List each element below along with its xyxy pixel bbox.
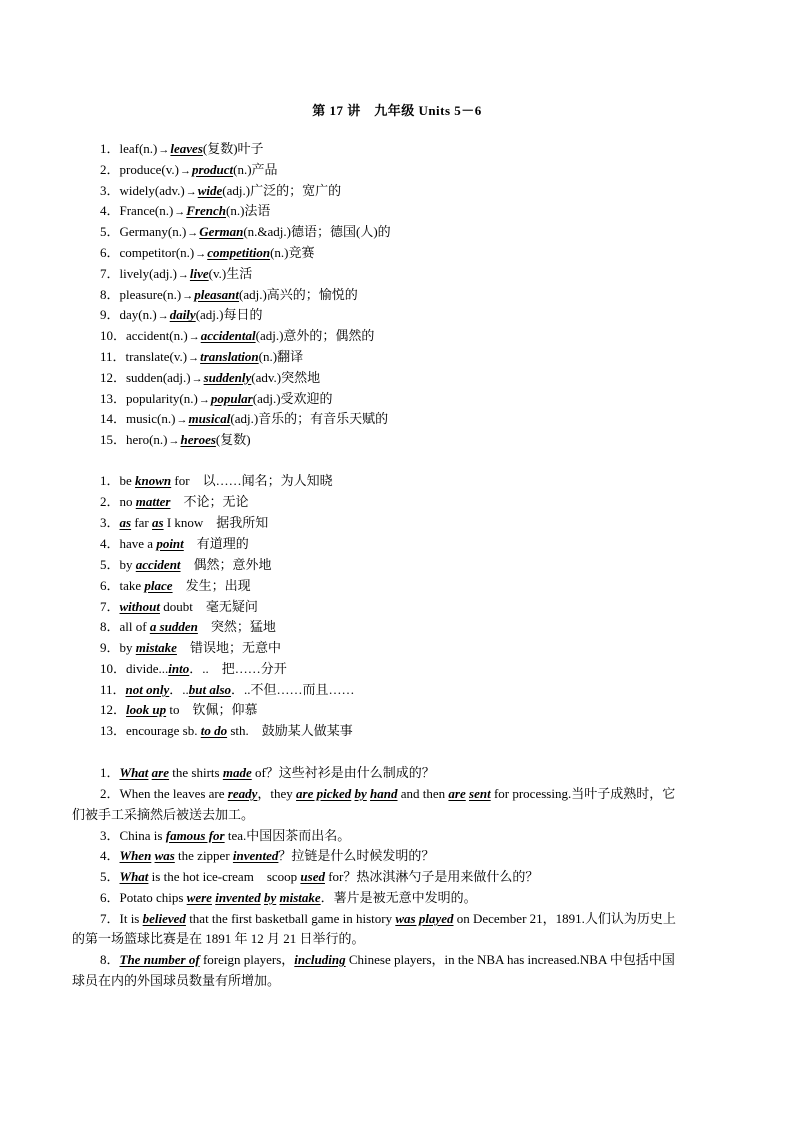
phrase-text: ．..不但……而且……: [231, 682, 355, 697]
definition-text: (复数)叶子: [202, 141, 264, 156]
definition-text: (adj.)音乐的；有音乐天赋的: [230, 411, 389, 427]
answer-blank: but also: [188, 682, 232, 697]
answer-blank: are picked: [296, 786, 352, 801]
definition-text: (v.)生活: [208, 265, 253, 281]
sentence-text: tea.中国因茶而出名。: [224, 828, 351, 843]
word-form-item: [100, 409, 388, 430]
definition-text: (复数): [215, 432, 251, 448]
definition-text: (adv.)突然地: [251, 369, 321, 385]
answer-blank: to do: [200, 723, 228, 738]
sentence-continuation: 们被手工采摘然后被送去加工。: [72, 807, 255, 822]
sentence-text: 2．When the leaves are: [100, 786, 228, 801]
answer-blank: wide: [197, 182, 223, 198]
sentence-item: [100, 846, 434, 866]
arrow-icon: →: [191, 372, 203, 385]
sentence-item: [100, 826, 350, 846]
phrase-text: doubt 毫无疑问: [159, 599, 258, 614]
phrase-item: [100, 534, 249, 554]
phrase-text: 突然；猛地: [197, 619, 276, 634]
answer-blank: French: [186, 203, 227, 219]
sentence-item: [100, 763, 435, 783]
answer-blank: invented: [232, 848, 279, 863]
answer-blank: not only: [125, 682, 170, 697]
phrase-item: [100, 555, 272, 575]
definition-text: (n.)法语: [226, 203, 271, 219]
answer-blank: invented: [215, 890, 261, 905]
phrase-text: 4．have a: [100, 536, 157, 551]
answer-blank: known: [135, 473, 172, 488]
answer-blank: competition: [207, 245, 271, 260]
word-form-item: [100, 201, 270, 222]
sentence-text: and then: [397, 786, 449, 801]
word-form-item: [100, 181, 341, 202]
answer-blank: musical: [188, 411, 231, 427]
answer-blank: by: [354, 786, 367, 801]
definition-text: (adj.)每日的: [195, 307, 263, 323]
answer-blank: into: [168, 661, 190, 676]
definition-text: (adj.)高兴的；愉悦的: [239, 286, 358, 302]
phrase-item: [100, 471, 333, 491]
arrow-icon: →: [157, 310, 169, 323]
answer-blank: What: [119, 869, 149, 884]
word-form-item: [100, 160, 278, 181]
phrase-text: 不论；无论: [170, 494, 249, 509]
sentence-text: ．薯片是被无意中发明的。: [320, 890, 477, 905]
sentence-continuation: 球员在内的外国球员数量有所增加。: [72, 973, 281, 988]
sentence-text: the shirts: [169, 765, 223, 780]
answer-blank: are: [448, 786, 466, 801]
base-word: 6．competitor(n.): [100, 245, 195, 260]
phrase-text: 13．encourage sb.: [100, 723, 201, 738]
answer-blank: including: [294, 952, 346, 967]
base-word: 7．lively(adj.): [100, 265, 177, 281]
arrow-icon: →: [177, 268, 189, 281]
sentence-text: 1．: [100, 765, 120, 780]
phrase-text: 11．: [100, 682, 126, 697]
sentence-text: 7．It is: [100, 911, 143, 926]
sentence-text: 6．Potato chips: [100, 890, 187, 905]
phrase-item: [100, 659, 287, 679]
answer-blank: popular: [210, 390, 253, 406]
answer-blank: as: [119, 515, 132, 530]
word-form-item: [100, 264, 252, 285]
sentence-text: ，they: [257, 786, 297, 801]
phrase-item: [100, 492, 248, 512]
phrase-item: [100, 700, 257, 720]
answer-blank: point: [156, 536, 184, 551]
phrase-text: 12．: [100, 702, 127, 717]
phrase-item: [100, 513, 268, 533]
answer-blank: was played: [395, 911, 454, 926]
phrase-item: [100, 617, 276, 637]
phrase-text: sth. 鼓励某人做某事: [227, 723, 353, 738]
answer-blank: translation: [200, 349, 259, 364]
answer-blank: leaves: [170, 141, 203, 156]
answer-blank: believed: [142, 911, 186, 926]
answer-blank: pleasant: [194, 286, 240, 302]
base-word: 13．popularity(n.): [100, 390, 198, 406]
phrase-text: 3．: [100, 515, 120, 530]
sentence-text: foreign players，: [199, 952, 295, 967]
phrase-text: to 钦佩；仰慕: [166, 702, 258, 717]
base-word: 4．France(n.): [100, 203, 174, 219]
phrase-text: 6．take: [100, 578, 145, 593]
phrase-text: for 以……闻名；为人知晓: [171, 473, 333, 488]
answer-blank: accident: [135, 557, 181, 572]
word-form-item: [100, 430, 251, 451]
arrow-icon: →: [185, 185, 197, 198]
phrase-item: [100, 680, 355, 700]
definition-text: (n.)产品: [233, 161, 278, 177]
phrase-text: 5．by: [100, 557, 136, 572]
phrase-item: [100, 721, 353, 741]
arrow-icon: →: [198, 393, 210, 406]
sentence-item: [100, 950, 675, 970]
answer-blank: mistake: [135, 640, 177, 655]
sentence-text: Chinese players，in the NBA has increased.NBA 中包括中国: [345, 952, 675, 967]
base-word: 9．day(n.): [100, 307, 157, 323]
definition-text: (n.)翻译: [258, 349, 304, 364]
answer-blank: was: [154, 848, 175, 863]
base-word: 10．accident(n.): [100, 328, 188, 344]
answer-blank: daily: [169, 307, 196, 323]
phrase-text: far: [131, 515, 153, 530]
definition-text: (adj.)意外的；偶然的: [255, 328, 375, 344]
phrase-text: 有道理的: [183, 536, 249, 551]
sentence-text: 5．: [100, 869, 120, 884]
page-title: 第 17 讲 九年级 Units 5－6: [312, 103, 482, 118]
word-form-item: [100, 285, 358, 306]
word-form-item: [100, 243, 315, 264]
answer-blank: by: [263, 890, 277, 905]
phrase-text: 1．be: [100, 473, 136, 488]
word-form-item: [100, 368, 320, 389]
word-form-item: [100, 305, 262, 326]
base-word: 11．translate(v.): [100, 349, 188, 364]
sentence-item: [100, 888, 477, 908]
base-word: 8．pleasure(n.): [100, 286, 182, 302]
phrase-text: 7．: [100, 599, 120, 614]
answer-blank: accidental: [200, 328, 256, 344]
sentence-item: [100, 909, 676, 929]
answer-blank: The number of: [119, 952, 200, 967]
sentence-text: for processing.当叶子成熟时，它: [490, 786, 676, 801]
answer-blank: famous for: [165, 828, 225, 843]
word-form-item: [100, 222, 391, 243]
phrase-text: I know 据我所知: [163, 515, 269, 530]
base-word: 12．sudden(adj.): [100, 369, 191, 385]
phrase-text: 10．divide...: [100, 661, 169, 676]
answer-blank: What: [119, 765, 149, 780]
arrow-icon: →: [174, 206, 186, 219]
definition-text: (adj.)广泛的；宽广的: [222, 182, 342, 198]
arrow-icon: →: [182, 289, 194, 302]
arrow-icon: →: [158, 144, 170, 156]
phrase-text: 9．by: [100, 640, 136, 655]
sentence-item: [100, 784, 675, 804]
answer-blank: hand: [370, 786, 398, 801]
base-word: 2．produce(v.): [100, 161, 179, 177]
word-form-item: [100, 139, 264, 160]
sentence-text: ？拉链是什么时候发明的？: [278, 848, 435, 863]
phrase-text: 错误地；无意中: [176, 640, 281, 655]
sentence-text: on December 21，1891.人们认为历史上: [453, 911, 676, 926]
arrow-icon: →: [176, 414, 188, 427]
sentence-text: of？这些衬衫是由什么制成的？: [251, 765, 435, 780]
phrase-item: [100, 597, 258, 617]
phrase-text: 发生；出现: [172, 578, 251, 593]
answer-blank: without: [119, 599, 160, 614]
answer-blank: heroes: [180, 432, 216, 448]
base-word: 3．widely(adv.): [100, 182, 185, 198]
phrase-item: [100, 638, 281, 658]
answer-blank: look up: [126, 702, 167, 717]
phrase-text: ．..: [169, 682, 189, 697]
word-form-item: [100, 326, 374, 347]
answer-blank: German: [199, 224, 244, 240]
answer-blank: ready: [227, 786, 258, 801]
arrow-icon: →: [187, 227, 199, 240]
answer-blank: are: [151, 765, 170, 780]
sentence-text: 4．: [100, 848, 120, 863]
arrow-icon: →: [168, 435, 180, 448]
sentence-text: 3．China is: [100, 828, 166, 843]
sentence-text: the zipper: [174, 848, 233, 863]
answer-blank: mistake: [279, 890, 321, 905]
answer-blank: When: [119, 848, 152, 863]
answer-blank: sent: [469, 786, 491, 801]
definition-text: (adj.)受欢迎的: [252, 390, 333, 406]
definition-text: (n.)竞赛: [270, 245, 315, 260]
phrase-text: 偶然；意外地: [180, 557, 272, 572]
arrow-icon: →: [195, 248, 207, 260]
sentence-text: is the hot ice-cream scoop: [148, 869, 301, 884]
answer-blank: made: [222, 765, 252, 780]
base-word: 1．leaf(n.): [100, 141, 158, 156]
answer-blank: used: [300, 869, 325, 884]
arrow-icon: →: [179, 164, 191, 177]
sentence-item: [100, 867, 538, 887]
phrase-text: 8．all of: [100, 619, 150, 634]
arrow-icon: →: [188, 352, 200, 364]
word-form-item: [100, 389, 333, 410]
answer-blank: a sudden: [149, 619, 198, 634]
answer-blank: were: [186, 890, 212, 905]
answer-blank: as: [152, 515, 164, 530]
answer-blank: live: [189, 265, 209, 281]
phrase-text: ．.. 把……分开: [189, 661, 287, 676]
phrase-text: 2．no: [100, 494, 136, 509]
phrase-item: [100, 576, 251, 596]
base-word: 14．music(n.): [100, 411, 176, 427]
sentence-text: for？热冰淇淋勺子是用来做什么的？: [324, 869, 539, 884]
answer-blank: place: [144, 578, 173, 593]
answer-blank: product: [191, 161, 234, 177]
base-word: 15．hero(n.): [100, 432, 168, 448]
definition-text: (n.&adj.)德语；德国(人)的: [243, 224, 391, 240]
word-form-item: [100, 347, 303, 368]
arrow-icon: →: [188, 331, 200, 344]
sentence-text: 8．: [100, 952, 120, 967]
base-word: 5．Germany(n.): [100, 224, 187, 240]
sentence-continuation: 的第一场篮球比赛是在 1891 年 12 月 21 日举行的。: [72, 931, 365, 946]
sentence-text: that the first basketball game in history: [185, 911, 396, 926]
answer-blank: matter: [135, 494, 171, 509]
answer-blank: suddenly: [203, 369, 252, 385]
